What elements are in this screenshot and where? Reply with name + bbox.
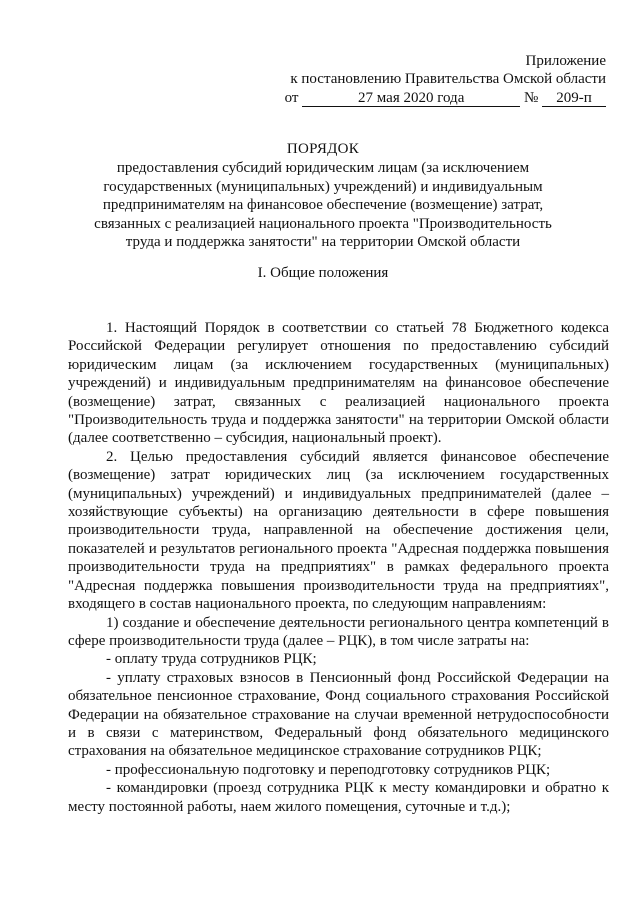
decree-date: 27 мая 2020 года xyxy=(302,91,520,107)
title-line: труда и поддержка занятости" на территории Омской области xyxy=(125,234,521,251)
list-item: - оплату труда сотрудников РЦК; xyxy=(106,651,317,668)
document-body xyxy=(68,319,609,816)
list-item: - профессиональную подготовку и переподготовку сотрудников РЦК; xyxy=(106,761,551,778)
decree-number: 209-п xyxy=(542,91,606,107)
paragraph: 1) создание и обеспечение деятельности регионального центра компетенций в сфере производительности труда (далее – РЦК), в том числе затраты на: xyxy=(68,614,609,649)
number-label: № xyxy=(523,89,539,106)
decree-reference: к постановлению Правительства Омской области xyxy=(290,71,606,88)
appendix-label: Приложение xyxy=(525,53,606,69)
decree-date-number xyxy=(285,89,606,107)
title-heading: ПОРЯДОК xyxy=(286,141,360,157)
paragraph: 1. Настоящий Порядок в соответствии со статьей 78 Бюджетного кодекса Российской Федерации регулирует отношения по предоставлению субсидий юридическим лицам (за исключением государственных (муниципальных) учреждений) и индивидуальным предпринимателям на финансовое обеспечение (возмещение) затрат, связанных с реализацией национального проекта "Производительность труда и поддержка занятости" на территории Омской области (далее соответственно – субсидия, национальный проект). xyxy=(68,320,609,447)
from-label: от xyxy=(284,89,299,106)
title-line: предоставления субсидий юридическим лицам (за исключением xyxy=(116,160,530,177)
title-line: предпринимателям на финансовое обеспечение (возмещение) затрат, xyxy=(102,197,544,214)
appendix-header xyxy=(285,52,606,107)
section-heading: I. Общие положения xyxy=(257,265,389,281)
list-item: - уплату страховых взносов в Пенсионный фонд Российской Федерации на обязательное пенсионное страхование, Фонд социального страхования Российской Федерации на обязательное страхование на случаи временной нетрудоспособности и в связи с материнством, Федеральный фонд обязательного медицинского страхования на обязательное медицинское страхование сотрудников РЦК; xyxy=(68,669,609,760)
list-item: - командировки (проезд сотрудника РЦК к месту командировки и обратно к месту постоянной работы, наем жилого помещения, суточные и т.д.); xyxy=(68,780,609,815)
title-line: связанных с реализацией национального проекта "Производительность xyxy=(94,215,552,232)
paragraph: 2. Целью предоставления субсидий является финансовое обеспечение (возмещение) затрат юридических лиц (за исключением государственных (муниципальных) учреждений) и индивидуальных предпринимателей (далее – хозяйствующие субъекты) на организацию деятельности в сфере повышения производительности труда, направленной на обеспечение достижения цели, показателей и результатов регионального проекта "Адресная поддержка повышения производительности труда на предприятиях" в рамках федерального проекта "Адресная поддержка повышения производительности труда на предприятиях", входящего в состав национального проекта, по следующим направлениям: xyxy=(68,448,609,613)
document-title xyxy=(30,140,616,251)
title-line: государственных (муниципальных) учреждений) и индивидуальным xyxy=(103,178,543,195)
